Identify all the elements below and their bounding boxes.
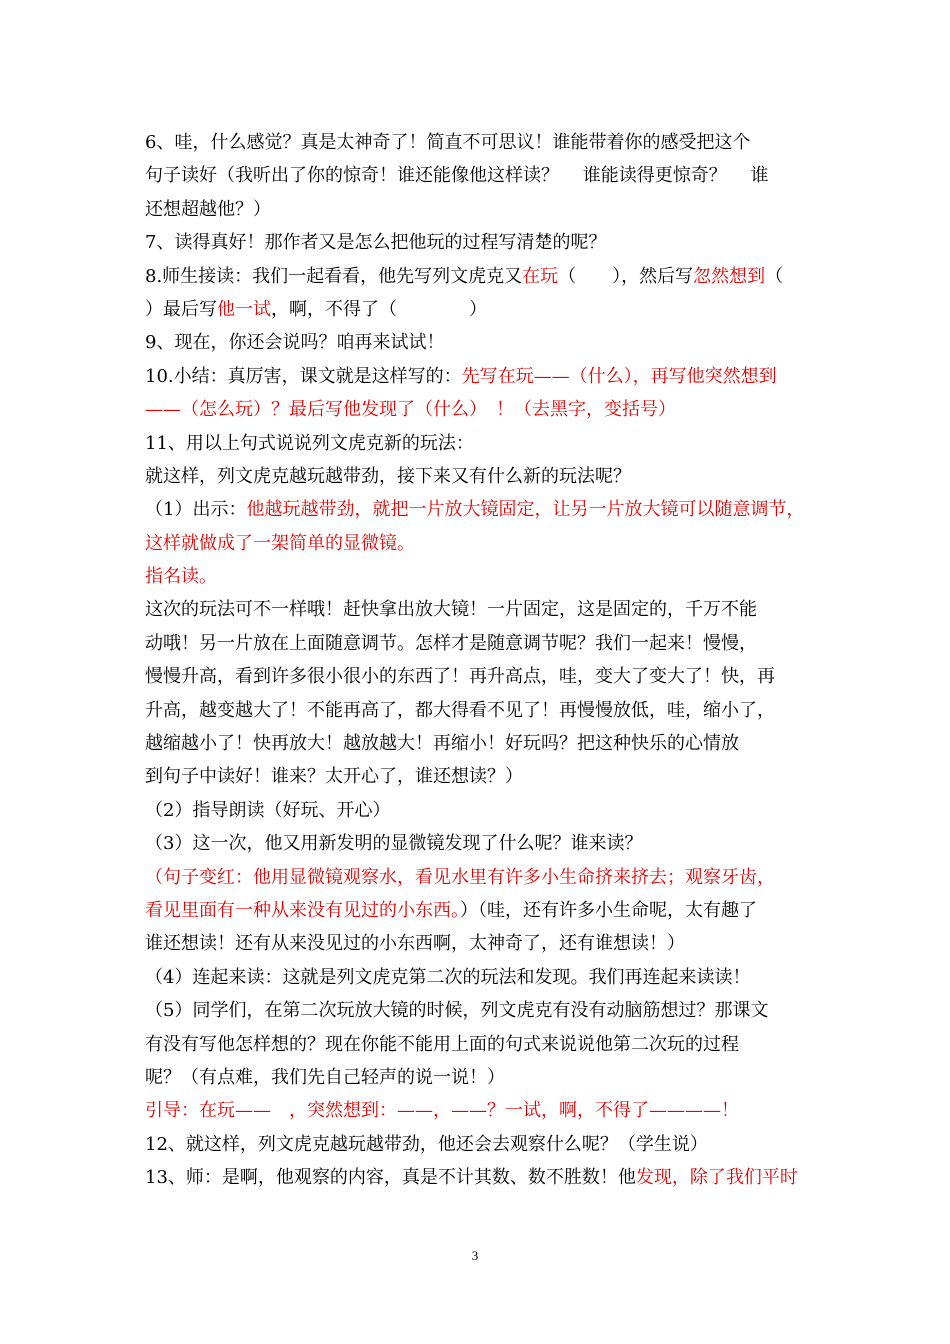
body-text: 10.小结：真厉害，课文就是这样写的： [145, 365, 462, 387]
text-line [145, 894, 811, 927]
body-text: 13、师：是啊，他观察的内容，真是不计其数、数不胜数！他 [145, 1167, 636, 1189]
text-line [145, 1061, 811, 1094]
text-line [145, 293, 811, 326]
text-line [145, 360, 811, 393]
body-text: 7、读得真好！那作者又是怎么把他玩的过程写清楚的呢？ [145, 232, 607, 254]
text-line [145, 126, 811, 159]
highlighted-text: 引导：在玩—— ，突然想到：——，——？一试，啊，不得了————！ [145, 1100, 739, 1122]
highlighted-text: 他一试 [217, 298, 271, 320]
highlighted-text: 他越玩越带劲，就把一片放大镜固定，让另一片放大镜可以随意调节， [246, 499, 805, 521]
body-text: 6、哇，什么感觉？真是太神奇了！简直不可思议！谁能带着你的感受把这个 [145, 132, 751, 153]
text-line [145, 1094, 811, 1127]
highlighted-text: 指名读。 [145, 566, 217, 588]
text-line [145, 760, 811, 793]
body-text: 还想超越他？） [145, 198, 271, 220]
text-line [145, 226, 811, 259]
body-text: 慢慢升高，看到许多很小很小的东西了！再升高点，哇，变大了变大了！快，再 [145, 666, 775, 688]
text-line [145, 1128, 811, 1161]
text-line [145, 994, 811, 1027]
body-text: 动哦！另一片放在上面随意调节。怎样才是随意调节呢？我们一起来！慢慢， [145, 632, 757, 654]
highlighted-text: 发现，除了我们平时 [635, 1167, 798, 1189]
text-line [145, 159, 811, 192]
text-line [145, 560, 811, 593]
text-line [145, 1161, 811, 1194]
highlighted-text: （句子变红： [145, 866, 253, 888]
text-line [145, 326, 811, 359]
text-line [145, 427, 811, 460]
body-text: 11、用以上句式说说列文虎克新的玩法： [145, 432, 474, 454]
text-line [145, 1028, 811, 1061]
body-text: 有没有写他怎样想的？现在你能不能用上面的句式来说说他第二次玩的过程 [145, 1033, 739, 1055]
text-line [145, 827, 811, 860]
body-text: 谁还想读！还有从来没见过的小东西啊，太神奇了，还有谁想读！） [145, 933, 685, 955]
body-text: 9、现在，你还会说吗？咱再来试试！ [145, 332, 445, 354]
body-text: （3）这一次，他又用新发明的显微镜发现了什么呢？谁来读？ [145, 833, 643, 855]
highlighted-text: 他用显微镜观察水，看见水里有许多小生命挤来挤去；观察牙齿， [253, 866, 775, 888]
highlighted-text: 先写在玩——（什么），再写他突然想到 [461, 365, 777, 387]
body-text: ）（哇，还有许多小生命呢，太有趣了 [460, 899, 757, 921]
text-line [145, 794, 811, 827]
body-text: （4）连起来读：这就是列文虎克第二次的玩法和发现。我们再连起来读读！ [145, 966, 751, 988]
body-text: ，啊，不得了（ ） [271, 298, 487, 320]
body-text: 12、就这样，列文虎克越玩越带劲，他还会去观察什么呢？（学生说） [145, 1133, 708, 1155]
text-line [145, 260, 811, 293]
page-number: 3 [471, 1248, 479, 1263]
text-line [145, 727, 811, 760]
body-text: 句子读好（我听出了你的惊奇！谁还能像他这样读？ 谁能读得更惊奇？ 谁 [145, 165, 769, 187]
text-line [145, 861, 811, 894]
body-text: （1）出示： [145, 499, 247, 521]
body-text: （ [765, 265, 784, 287]
body-text: 到句子中读好！谁来？太开心了，谁还想读？） [145, 766, 523, 788]
body-text: （ ），然后写 [558, 265, 694, 287]
body-text: 就这样，列文虎克越玩越带劲，接下来又有什么新的玩法呢？ [145, 465, 631, 487]
highlighted-text: 这样就做成了一架简单的显微镜。 [145, 532, 415, 554]
body-text: （2）指导朗读（好玩、开心） [145, 799, 391, 821]
document-body [145, 126, 811, 1195]
text-line [145, 660, 811, 693]
text-line [145, 694, 811, 727]
text-line [145, 393, 811, 426]
body-text: 呢？（有点难，我们先自己轻声的说一说！） [145, 1066, 505, 1088]
body-text: 8.师生接读：我们一起看看，他先写列文虎克又 [145, 265, 523, 287]
text-line [145, 627, 811, 660]
text-line [145, 527, 811, 560]
text-line [145, 493, 811, 526]
text-line [145, 927, 811, 960]
highlighted-text: 在玩 [522, 265, 559, 287]
text-line [145, 193, 811, 226]
body-text: ）最后写 [145, 298, 217, 320]
body-text: 这次的玩法可不一样哦！赶快拿出放大镜！一片固定，这是固定的，千万不能 [145, 599, 757, 621]
highlighted-text: ——（怎么玩）？最后写他发现了（什么） ！（去黑字，变括号） [145, 399, 676, 421]
highlighted-text: 忽然想到 [693, 265, 766, 287]
text-line [145, 460, 811, 493]
highlighted-text: 看见里面有一种从来没有见过的小东西。 [145, 899, 460, 921]
body-text: 越缩越小了！快再放大！越放越大！再缩小！好玩吗？把这种快乐的心情放 [145, 733, 739, 755]
body-text: （5）同学们，在第二次玩放大镜的时候，列文虎克有没有动脑筋想过？那课文 [145, 1000, 769, 1022]
text-line [145, 961, 811, 994]
text-line [145, 593, 811, 626]
body-text: 升高，越变越大了！不能再高了，都大得看不见了！再慢慢放低，哇，缩小了， [145, 699, 775, 721]
